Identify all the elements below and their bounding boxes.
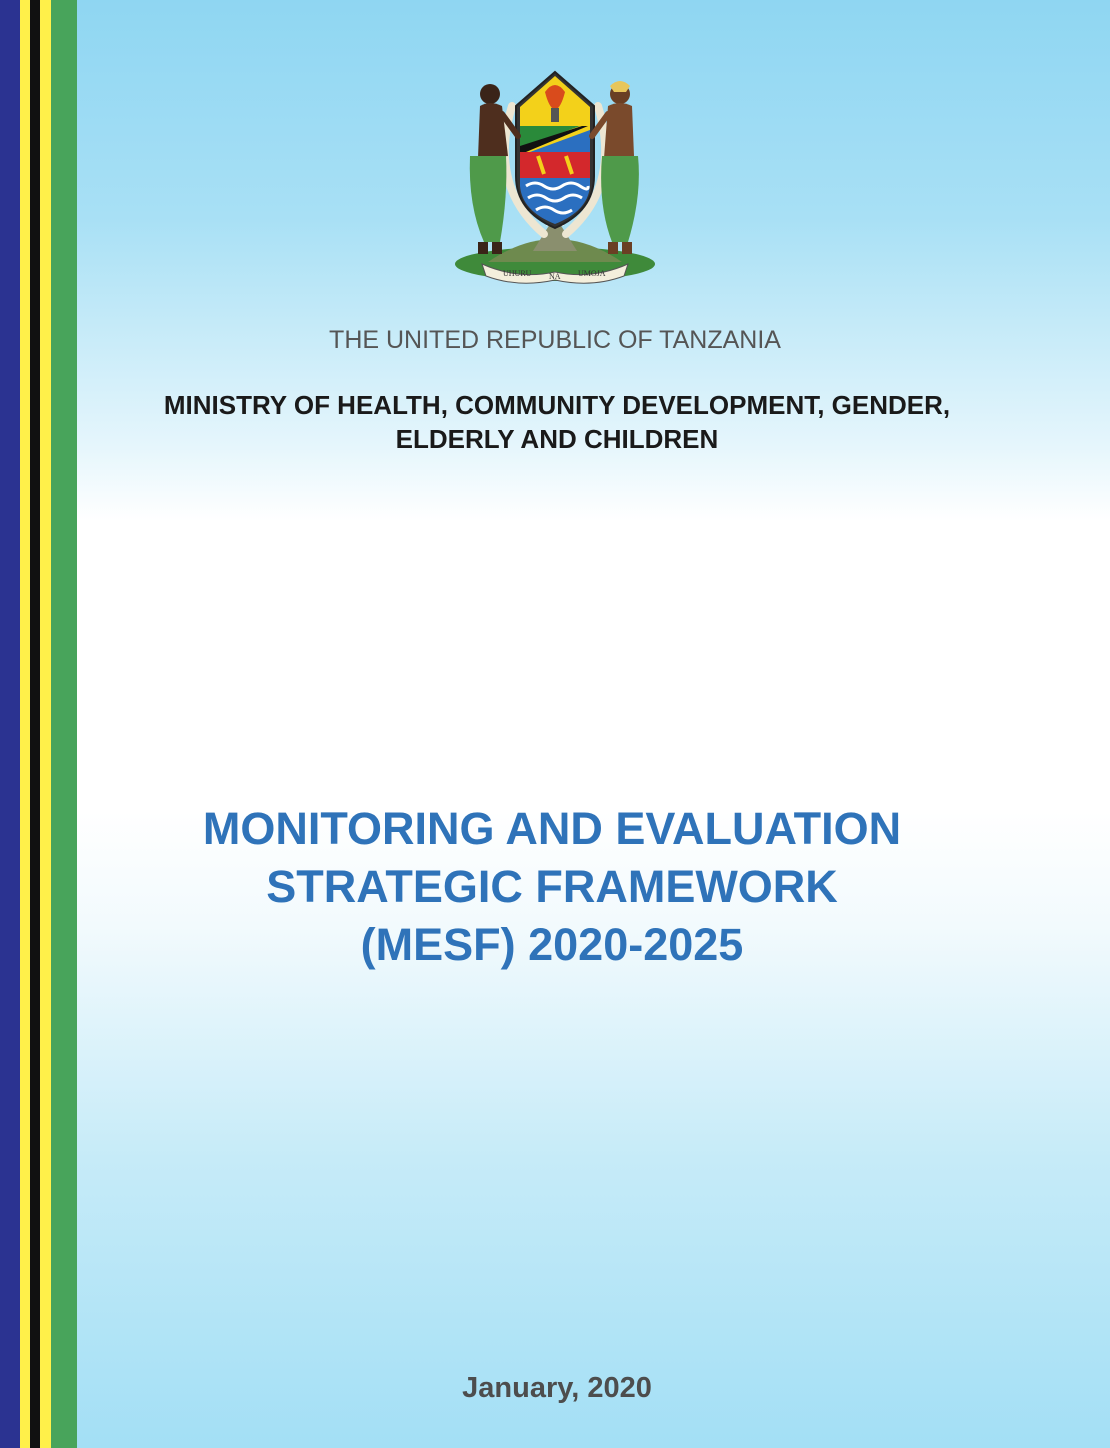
publication-date: January, 2020: [462, 1372, 652, 1404]
country-name: [0, 326, 1110, 355]
ministry-name-line-2: ELDERLY AND CHILDREN: [395, 424, 719, 454]
svg-text:UHURU: UHURU: [503, 269, 532, 278]
flag-stripe-black: [30, 0, 40, 1448]
flag-stripe-yellow: [20, 0, 30, 1448]
flag-stripe-green: [51, 0, 77, 1448]
country-name-text: THE UNITED REPUBLIC OF TANZANIA: [329, 326, 781, 354]
ministry-name-line-1: MINISTRY OF HEALTH, COMMUNITY DEVELOPMENT, GENDER,: [163, 390, 951, 420]
svg-text:NA: NA: [549, 272, 561, 281]
coat-of-arms-emblem: [448, 66, 662, 288]
flag-stripe-blue: [0, 0, 20, 1448]
document-title-line-2: STRATEGIC FRAMEWORK: [266, 861, 838, 912]
document-title-line-1: MONITORING AND EVALUATION: [202, 803, 902, 854]
svg-text:UMOJA: UMOJA: [578, 269, 606, 278]
document-title-line-3: (MESF) 2020-2025: [360, 919, 744, 970]
flag-stripe-yellow: [40, 0, 51, 1448]
